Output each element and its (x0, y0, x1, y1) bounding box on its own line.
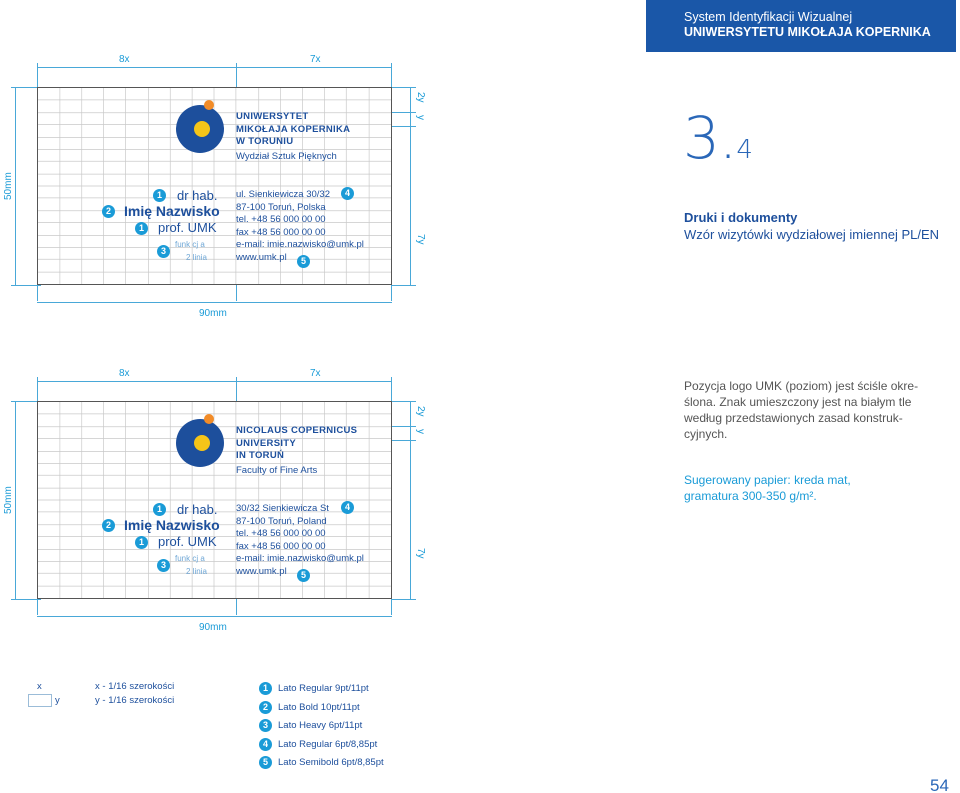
card-title2: prof. UMK (158, 534, 217, 549)
paper-note: Sugerowany papier: kreda mat, gramatura 300-350 g/m². (684, 473, 851, 503)
business-card-pl (37, 87, 392, 285)
umk-logo (175, 412, 225, 468)
marker-1: 1 (153, 503, 166, 516)
header-line1: System Identyfikacji Wizualnej (684, 10, 853, 24)
card-person-name: Imię Nazwisko (124, 203, 220, 219)
dim-8x: 8x (119, 368, 130, 379)
header-banner (646, 0, 956, 52)
marker-3: 3 (157, 245, 170, 258)
marker-5: 5 (297, 569, 310, 582)
dim-50mm: 50mm (3, 172, 14, 200)
marker-1: 1 (153, 189, 166, 202)
card-uni-name: UNIWERSYTET MIKOŁAJA KOPERNIKA W TORUNIU (236, 111, 351, 147)
dim-90mm: 90mm (199, 622, 227, 633)
legend-xy-box (28, 694, 52, 707)
dim-y: y (415, 429, 426, 434)
card-faculty: Wydział Sztuk Pięknych (236, 151, 337, 162)
dim-2y: 2y (415, 92, 426, 103)
dim-50mm: 50mm (3, 486, 14, 514)
section-title: Druki i dokumenty (684, 210, 798, 225)
card-function: funk cj a (175, 240, 205, 249)
section-subtitle: Wzór wizytówki wydziałowej imiennej PL/EN (684, 227, 940, 242)
card-faculty: Faculty of Fine Arts (236, 465, 318, 476)
legend-y-label: y (55, 695, 60, 706)
dim-7x: 7x (310, 368, 321, 379)
card-address: ul. Sienkiewicza 30/32 87-100 Toruń, Polska tel. +48 56 000 00 00 fax +48 56 000 00 00 e-mail: imie.nazwisko@umk.pl www.umk.pl (236, 189, 364, 263)
marker-3: 3 (157, 559, 170, 572)
card-function: funk cj a (175, 554, 205, 563)
legend-x-label: x (37, 681, 42, 692)
dim-90mm: 90mm (199, 308, 227, 319)
card-uni-name: NICOLAUS COPERNICUS UNIVERSITY IN TORUŃ (236, 425, 358, 461)
marker-4: 4 (341, 501, 354, 514)
dim-y: y (415, 115, 426, 120)
marker-1b: 1 (135, 536, 148, 549)
dim-2y: 2y (415, 406, 426, 417)
section-number: 3.4 (683, 104, 752, 172)
dim-7y: 7y (415, 234, 426, 245)
page-number: 54 (930, 776, 949, 793)
section-subnumber: 4 (736, 135, 752, 165)
dim-8x: 8x (119, 54, 130, 65)
card-person-name: Imię Nazwisko (124, 517, 220, 533)
card-function-line2: 2 linia (186, 567, 207, 576)
card-address: 30/32 Sienkiewicza St 87-100 Toruń, Poland tel. +48 56 000 00 00 fax +48 56 000 00 00 e-mail: imie.nazwisko@umk.pl www.umk.pl (236, 503, 364, 577)
dim-7y: 7y (415, 548, 426, 559)
card-pl-figure (0, 54, 440, 319)
marker-2: 2 (102, 519, 115, 532)
legend-y-desc: y - 1/16 szerokości (95, 695, 175, 706)
umk-logo (175, 98, 225, 154)
business-card-en (37, 401, 392, 599)
marker-2: 2 (102, 205, 115, 218)
card-title1: dr hab. (177, 502, 218, 517)
dim-7x: 7x (310, 54, 321, 65)
card-en-figure (0, 368, 440, 633)
card-function-line2: 2 linia (186, 253, 207, 262)
header-line2: UNIWERSYTETU MIKOŁAJA KOPERNIKA (684, 25, 931, 39)
marker-4: 4 (341, 187, 354, 200)
marker-5: 5 (297, 255, 310, 268)
legend-x-desc: x - 1/16 szerokości (95, 681, 175, 692)
card-title1: dr hab. (177, 188, 218, 203)
marker-1b: 1 (135, 222, 148, 235)
card-title2: prof. UMK (158, 220, 217, 235)
logo-position-note: Pozycja logo UMK (poziom) jest ściśle okre- ślona. Znak umieszczony jest na białym tle według przedstawionych zasad konstruk- cyjnych. (684, 379, 919, 441)
